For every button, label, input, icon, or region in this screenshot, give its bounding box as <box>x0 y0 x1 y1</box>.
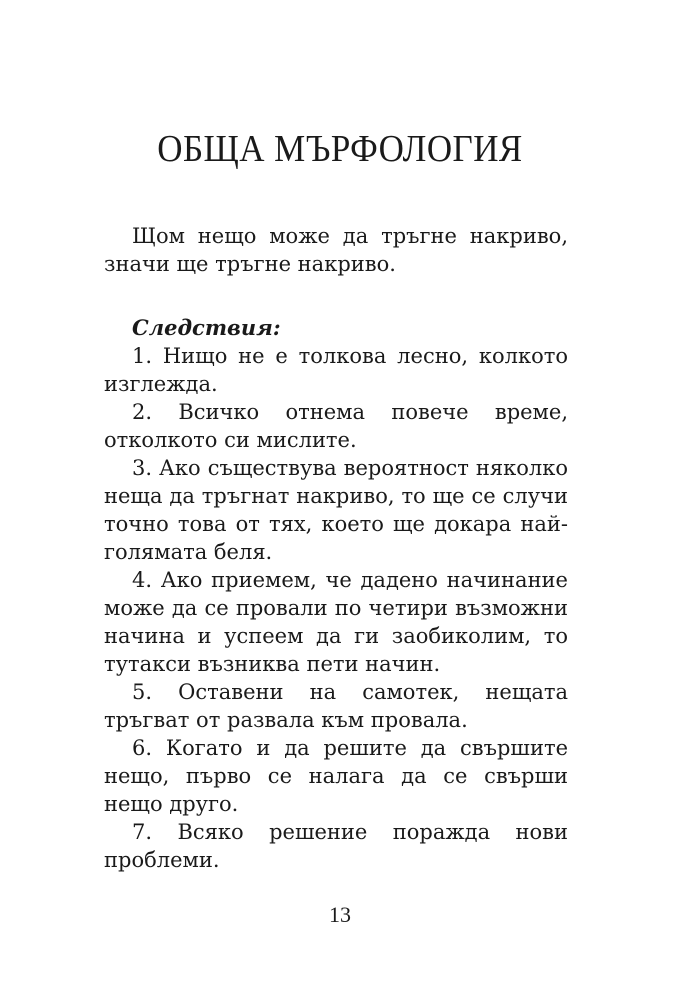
corollary-item: 5. Оставени на самотек, нещата тръгват от развала към провала. <box>104 680 568 732</box>
corollaries-section <box>104 314 568 874</box>
corollary-item: 6. Когато и да решите да свършите нещо, първо се налага да се свърши нещо друго. <box>104 736 568 816</box>
corollary-item: 7. Всяко решение поражда нови проблеми. <box>104 820 568 872</box>
page-number: 13 <box>329 902 351 927</box>
corollary-item: 2. Всичко отнема повече време, отколкото си мислите. <box>104 400 568 452</box>
intro-paragraph <box>104 222 568 278</box>
corollary-item: 1. Нищо не е толкова лесно, колкото изглежда. <box>104 344 568 396</box>
corollaries-heading: Следствия: <box>132 315 281 340</box>
corollary-item: 3. Ако съществува вероятност няколко неща да тръгнат накриво, то ще се случи точно това от тях, което ще докара най-голямата беля. <box>104 456 568 564</box>
corollary-item: 4. Ако приемем, че дадено начинание може да се провали по четири възможни начина и успеем да ги заобиколим, то тутакси възниква пети начин. <box>104 568 568 676</box>
chapter-title: ОБЩА МЪРФОЛОГИЯ <box>157 128 523 170</box>
intro-text: Щом нещо може да тръгне накриво, значи ще тръгне накриво. <box>104 224 568 276</box>
